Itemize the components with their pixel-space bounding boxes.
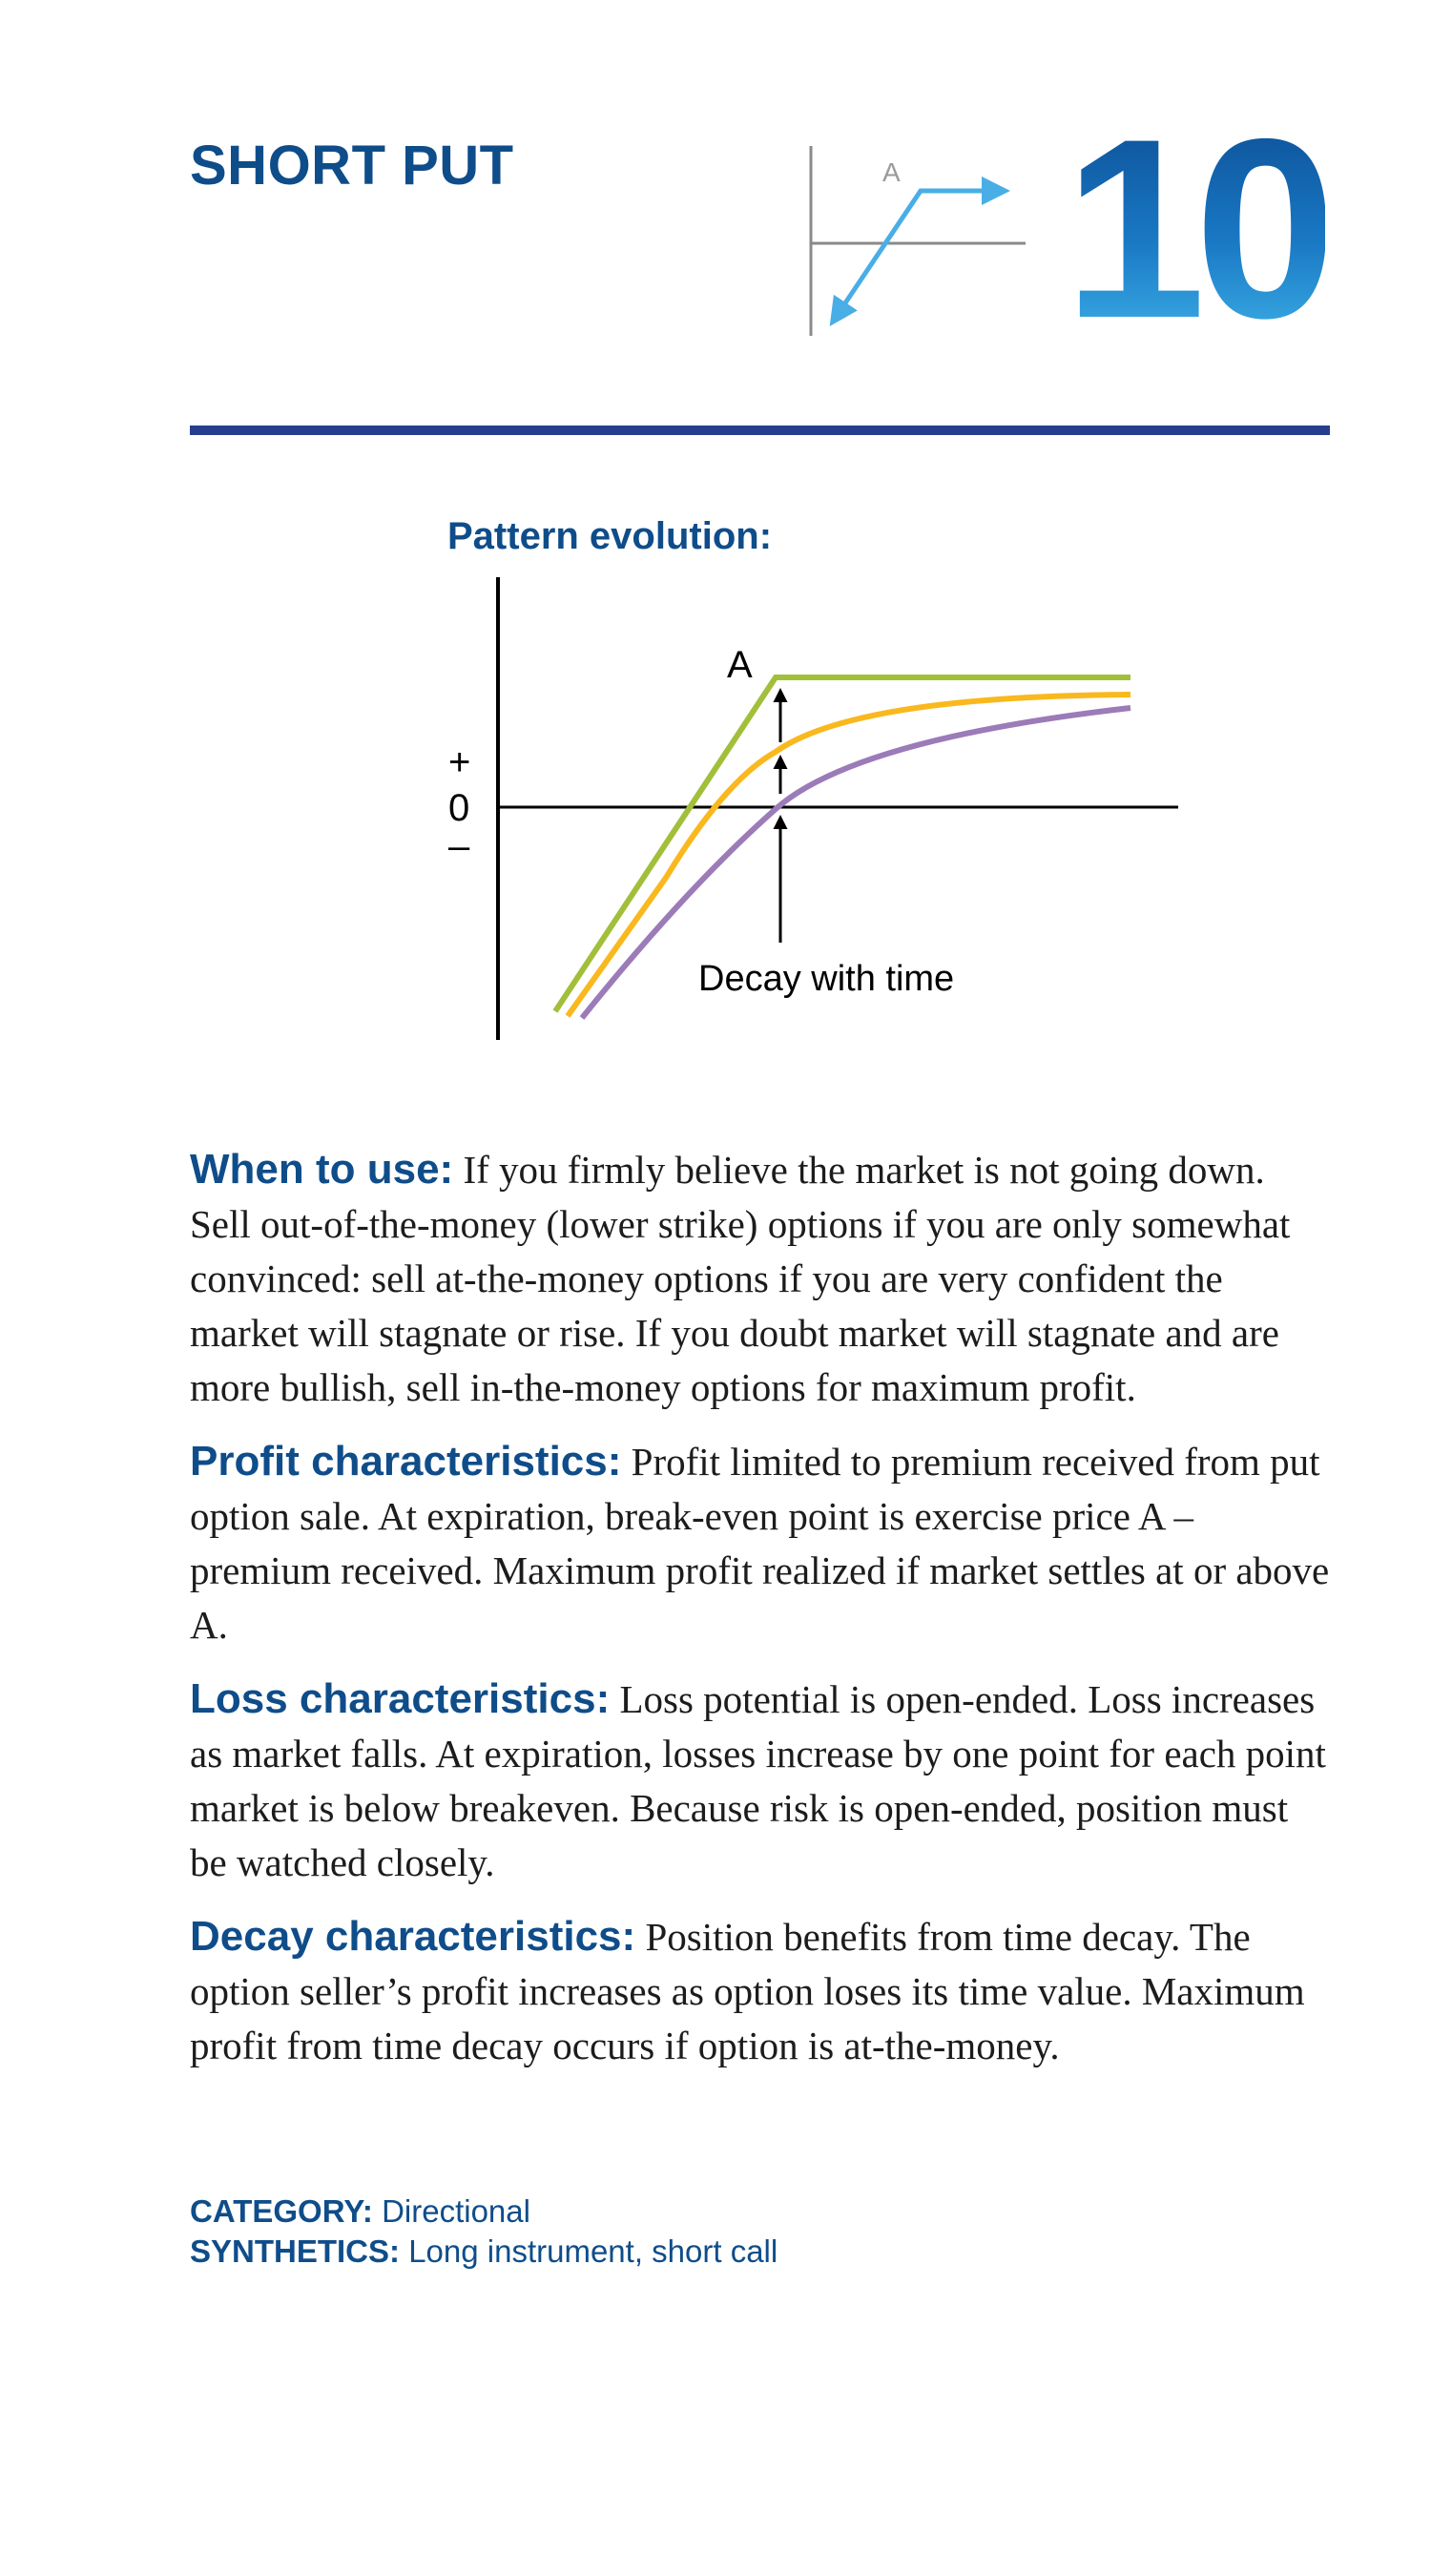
loss-heading: Loss characteristics: — [190, 1675, 611, 1722]
icon-payoff-arrow — [833, 191, 1005, 322]
category-line — [190, 2192, 778, 2232]
strategy-description — [190, 1142, 1335, 2092]
strategy-number: 10 — [1064, 85, 1326, 371]
chart-title: Pattern evolution: — [447, 515, 773, 557]
decay-section — [190, 1909, 1335, 2073]
when-to-use-section — [190, 1142, 1335, 1415]
plus-marker: + — [448, 741, 471, 783]
loss-text: Loss potential is open-ended. Loss increases as market falls. At expiration, losses increase by one point for each point market is below breakeven. Because risk is open-ended, position must be watched closely. — [190, 1677, 1326, 1884]
pattern-evolution-chart — [420, 572, 1183, 1049]
page-title: SHORT PUT — [190, 135, 514, 197]
header-divider — [190, 426, 1330, 435]
icon-strike-label: A — [882, 157, 901, 187]
synthetics-value: Long instrument, short call — [408, 2233, 778, 2269]
profit-text: Profit limited to premium received from put option sale. At expiration, break-even point is exercise price A – premium received. Maximum profit realized if market settles at or above A. — [190, 1440, 1330, 1647]
category-label: CATEGORY: — [190, 2193, 373, 2229]
strike-label: A — [727, 644, 753, 686]
zero-marker: 0 — [448, 787, 470, 829]
decay-text: Position benefits from time decay. The option seller’s profit increases as option loses its time value. Maximum profit from time decay occurs if option is at-the-money. — [190, 1915, 1305, 2067]
loss-section — [190, 1672, 1335, 1890]
decay-heading: Decay characteristics: — [190, 1913, 636, 1960]
when-to-use-text: If you firmly believe the market is not going down. Sell out-of-the-money (lower strike) options if you are only somewhat convinced: sell at-the-money options if you are very confident the market will stagnate or rise. If you doubt market will stagnate and are more bullish, sell in-the-money options for maximum profit. — [190, 1148, 1291, 1409]
synthetics-label: SYNTHETICS: — [190, 2233, 401, 2269]
when-to-use-heading: When to use: — [190, 1146, 454, 1193]
metadata-block — [190, 2192, 778, 2272]
synthetics-line — [190, 2232, 778, 2272]
decay-annotation: Decay with time — [698, 959, 955, 999]
profit-section — [190, 1434, 1335, 1652]
profit-heading: Profit characteristics: — [190, 1438, 622, 1485]
minus-marker: – — [448, 825, 470, 867]
strategy-diagram-icon — [797, 138, 1045, 343]
category-value: Directional — [382, 2193, 530, 2229]
